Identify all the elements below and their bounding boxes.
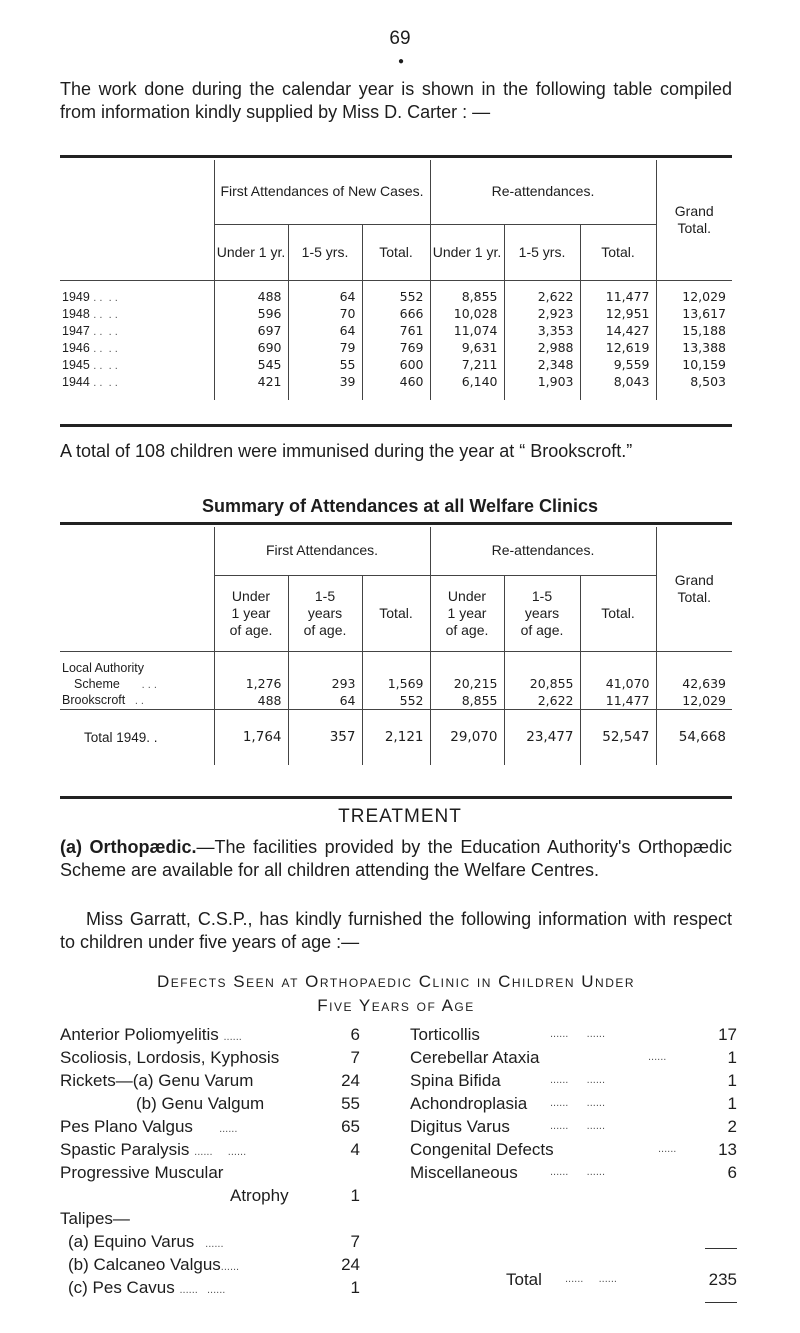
cell: 9,631 bbox=[430, 339, 504, 356]
cell: 55 bbox=[288, 356, 362, 373]
year-cell: 1949 . . . . bbox=[62, 289, 118, 304]
row-label: Local Authority bbox=[62, 661, 144, 675]
t2-sub-total: Total. bbox=[362, 575, 430, 651]
cell: 7,211 bbox=[430, 356, 504, 373]
cell: 488 bbox=[214, 692, 288, 709]
cell: 14,427 bbox=[580, 322, 656, 339]
list-item: Spina Bifida ...... ...... 1 bbox=[410, 1071, 737, 1090]
total-rule-top bbox=[705, 1248, 737, 1249]
cell: 1,903 bbox=[504, 373, 580, 390]
cell: 12,029 bbox=[656, 692, 732, 709]
dot-mark: ● bbox=[398, 56, 405, 67]
t1-sub-15: 1-5 yrs. bbox=[288, 224, 362, 280]
defects-total bbox=[410, 1268, 737, 1291]
summary-title: Summary of Attendances at all Welfare Clinics bbox=[201, 496, 599, 516]
cell: 488 bbox=[214, 288, 288, 305]
list-item: Miscellaneous ...... ...... 6 bbox=[410, 1163, 737, 1182]
cell: 64 bbox=[288, 322, 362, 339]
cell: 42,639 bbox=[656, 675, 732, 692]
cell: 11,074 bbox=[430, 322, 504, 339]
cell: 41,070 bbox=[580, 675, 656, 692]
list-item: Anterior Poliomyelitis ...... 6 bbox=[60, 1025, 360, 1044]
list-item: Achondroplasia ...... ...... 1 bbox=[410, 1094, 737, 1113]
list-item: Atrophy 1 bbox=[230, 1186, 360, 1205]
table-row bbox=[60, 373, 732, 390]
row-label: Total 1949. . bbox=[84, 729, 158, 745]
cell: 2,988 bbox=[504, 339, 580, 356]
table-row bbox=[60, 675, 732, 692]
treatment-heading: TREATMENT bbox=[338, 806, 462, 827]
list-item: Congenital Defects ...... 13 bbox=[410, 1140, 737, 1159]
t1-header-first: First Attendances of New Cases. bbox=[214, 160, 430, 224]
orthopaedic-paragraph: (a) Orthopædic.—The facilities provided by the Education Authority's Orthopædic Scheme are available for all children attending the Welfare Centres. bbox=[60, 837, 733, 880]
list-item: Talipes— bbox=[60, 1209, 130, 1228]
cell: 79 bbox=[288, 339, 362, 356]
cell: 20,215 bbox=[430, 675, 504, 692]
cell: 3,353 bbox=[504, 322, 580, 339]
work-table bbox=[60, 160, 732, 400]
page-number: 69 bbox=[389, 28, 411, 49]
cell: 12,951 bbox=[580, 305, 656, 322]
list-item: (b) Calcaneo Valgus...... 24 bbox=[68, 1255, 360, 1274]
defects-left-column bbox=[60, 1023, 360, 1299]
t1-sub-total-re: Total. bbox=[580, 224, 656, 280]
list-item: Torticollis ...... ...... 17 bbox=[410, 1025, 737, 1044]
cell: 1,764 bbox=[214, 709, 288, 765]
cell: 460 bbox=[362, 373, 430, 390]
year-cell: 1944 . . . . bbox=[62, 374, 118, 389]
cell: 6,140 bbox=[430, 373, 504, 390]
list-item: Spastic Paralysis ...... ...... 4 bbox=[60, 1140, 360, 1159]
t2-header-grand: Grand Total. bbox=[656, 527, 732, 651]
cell: 697 bbox=[214, 322, 288, 339]
table-row bbox=[60, 692, 732, 709]
cell: 12,029 bbox=[656, 288, 732, 305]
cell: 9,559 bbox=[580, 356, 656, 373]
cell: 2,348 bbox=[504, 356, 580, 373]
cell: 666 bbox=[362, 305, 430, 322]
table-row bbox=[60, 305, 732, 322]
cell: 2,923 bbox=[504, 305, 580, 322]
intro-paragraph: The work done during the calendar year is shown in the following table compiled from information kindly supplied by Miss D. Carter : — bbox=[60, 79, 732, 122]
cell: 1,276 bbox=[214, 675, 288, 692]
table-row bbox=[60, 356, 732, 373]
cell: 545 bbox=[214, 356, 288, 373]
year-cell: 1947 . . . . bbox=[62, 323, 118, 338]
cell: 11,477 bbox=[580, 692, 656, 709]
cell: 8,855 bbox=[430, 288, 504, 305]
cell: 421 bbox=[214, 373, 288, 390]
cell: 2,121 bbox=[362, 709, 430, 765]
t2-sub-under: Under 1 year of age. bbox=[214, 575, 288, 651]
t2-sub-under-re: Under 1 year of age. bbox=[430, 575, 504, 651]
cell: 64 bbox=[288, 692, 362, 709]
t1-sub-total: Total. bbox=[362, 224, 430, 280]
cell: 690 bbox=[214, 339, 288, 356]
cell: 8,043 bbox=[580, 373, 656, 390]
cell: 552 bbox=[362, 692, 430, 709]
ortho-label: (a) Orthopædic. bbox=[60, 837, 197, 857]
table1-bottom-rule bbox=[60, 424, 732, 427]
t1-sub-under: Under 1 yr. bbox=[214, 224, 288, 280]
list-item: (a) Equino Varus ...... 7 bbox=[68, 1232, 360, 1251]
t2-header-first: First Attendances. bbox=[214, 527, 430, 575]
cell: 552 bbox=[362, 288, 430, 305]
list-item: Rickets—(a) Genu Varum 24 bbox=[60, 1071, 360, 1090]
list-item: (b) Genu Valgum 55 bbox=[136, 1094, 360, 1113]
table-row bbox=[60, 709, 732, 765]
table2-top-rule bbox=[60, 522, 732, 525]
list-item: Digitus Varus ...... ...... 2 bbox=[410, 1117, 737, 1136]
summary-table bbox=[60, 527, 732, 765]
cell: 52,547 bbox=[580, 709, 656, 765]
t1-header-re: Re-attendances. bbox=[430, 160, 656, 224]
row-label: Brookscroft . . bbox=[60, 692, 214, 709]
cell: 70 bbox=[288, 305, 362, 322]
t2-sub-15: 1-5 years of age. bbox=[288, 575, 362, 651]
t2-sub-total-re: Total. bbox=[580, 575, 656, 651]
list-item: Progressive Muscular bbox=[60, 1163, 224, 1182]
cell: 596 bbox=[214, 305, 288, 322]
t1-header-grand: Grand Total. bbox=[656, 160, 732, 280]
cell: 13,388 bbox=[656, 339, 732, 356]
total-rule-bottom bbox=[705, 1302, 737, 1303]
cell: 769 bbox=[362, 339, 430, 356]
table-row bbox=[60, 322, 732, 339]
cell: 10,028 bbox=[430, 305, 504, 322]
cell: 8,855 bbox=[430, 692, 504, 709]
year-cell: 1948 . . . . bbox=[62, 306, 118, 321]
year-cell: 1946 . . . . bbox=[62, 340, 118, 355]
t1-sub-under-re: Under 1 yr. bbox=[430, 224, 504, 280]
cell: 20,855 bbox=[504, 675, 580, 692]
cell: 15,188 bbox=[656, 322, 732, 339]
year-cell: 1945 . . . . bbox=[62, 357, 118, 372]
list-item: Cerebellar Ataxia ...... 1 bbox=[410, 1048, 737, 1067]
list-item: (c) Pes Cavus ...... ...... 1 bbox=[68, 1278, 360, 1297]
table-row bbox=[60, 339, 732, 356]
cell: 2,622 bbox=[504, 288, 580, 305]
defects-right-column bbox=[410, 1023, 737, 1184]
cell: 1,569 bbox=[362, 675, 430, 692]
list-item: Pes Plano Valgus ...... 65 bbox=[60, 1117, 360, 1136]
immunised-paragraph: A total of 108 children were immunised during the year at “ Brookscroft.” bbox=[60, 441, 633, 461]
row-label: Scheme . . . bbox=[74, 676, 157, 691]
t2-sub-15-re: 1-5 years of age. bbox=[504, 575, 580, 651]
garratt-paragraph: Miss Garratt, C.S.P., has kindly furnished the following information with respect to children under five years of age :— bbox=[60, 909, 732, 952]
cell: 10,159 bbox=[656, 356, 732, 373]
cell: 12,619 bbox=[580, 339, 656, 356]
table-row bbox=[60, 288, 732, 305]
list-item: Scoliosis, Lordosis, Kyphosis 7 bbox=[60, 1048, 360, 1067]
defects-title: Defects Seen at Orthopaedic Clinic in Children Under bbox=[156, 972, 636, 991]
cell: 54,668 bbox=[656, 709, 732, 765]
cell: 357 bbox=[288, 709, 362, 765]
table1-top-rule bbox=[60, 155, 732, 158]
total-line: Total ...... ...... 235 bbox=[506, 1270, 737, 1289]
cell: 761 bbox=[362, 322, 430, 339]
t2-header-re: Re-attendances. bbox=[430, 527, 656, 575]
defects-subtitle: Five Years of Age bbox=[317, 996, 475, 1015]
cell: 11,477 bbox=[580, 288, 656, 305]
cell: 293 bbox=[288, 675, 362, 692]
cell: 13,617 bbox=[656, 305, 732, 322]
cell: 8,503 bbox=[656, 373, 732, 390]
table2-bottom-rule bbox=[60, 796, 732, 799]
t1-sub-15-re: 1-5 yrs. bbox=[504, 224, 580, 280]
cell: 64 bbox=[288, 288, 362, 305]
cell: 2,622 bbox=[504, 692, 580, 709]
cell: 39 bbox=[288, 373, 362, 390]
cell: 29,070 bbox=[430, 709, 504, 765]
cell: 600 bbox=[362, 356, 430, 373]
cell: 23,477 bbox=[504, 709, 580, 765]
